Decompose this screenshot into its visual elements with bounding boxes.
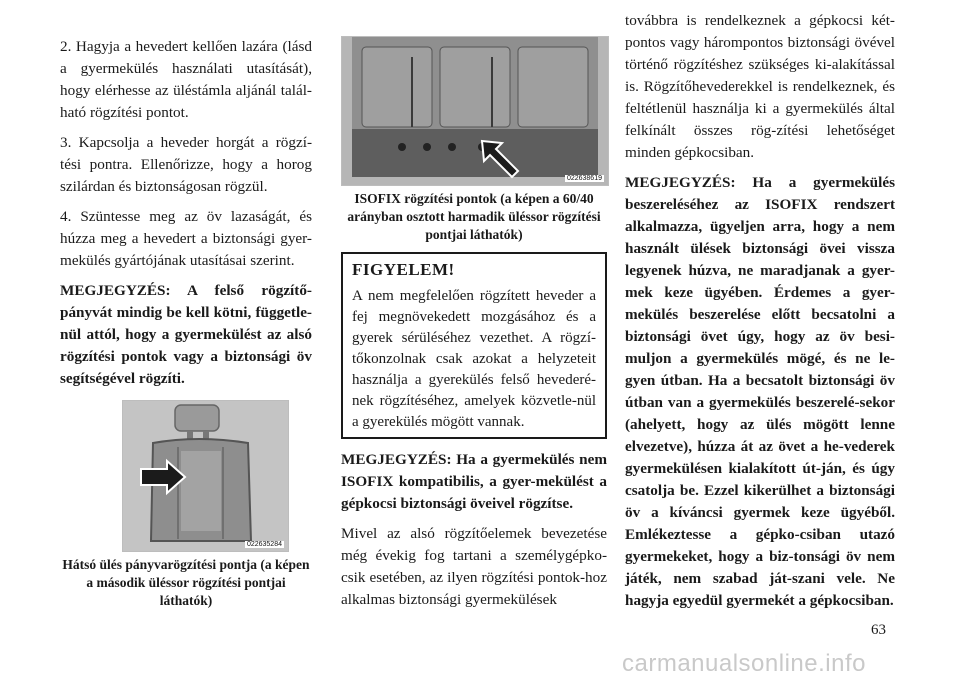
isofix-anchors-photo xyxy=(341,36,609,186)
seatbelt-note: MEGJEGYZÉS: Ha a gyermekülés beszereléséhez az ISOFIX rendszert alkalmazza, ügyeljen arra, hogy a nem használt ülések biztonsági övei vissza legyenek húzva, ne maradjanak a gyer-mek keze ügyében. Érdemes a gyer-mekülés beszerelése előtt becsatolni a biztonsági övet úgy, hogy az öv besi-muljon a gyermekülés mögé, és ne le-gyen útban. Ha a becsatolt biztonsági öv útban van a gyermekülés beszerelé-sekor (ahelyett, hogy az ülés mögött lenne elvezetve), húzza át az övet a he-vederek gyermekülésen kialakított út-ján, és úgy csatolja be. Ezzel kikerülhet a biztonsági öv a kíváncsi gyermek keze ügyéből. Emlékeztesse a gépko-csiban utazó gyermekeket, hogy a biz-tonsági öv nem játék, nem szabad ját-szani vele. Ne hagyja egyedül gyermekét a gépkocsiban. xyxy=(625,174,895,609)
step-2-paragraph: 2. Hagyja a hevedert kellően lazára (lásd a gyermekülés használati utasítását), hogy elérhesse az üléstámla aljánál talál-ható rögzítési pontot. xyxy=(60,38,312,121)
figure-code: 022635284 xyxy=(246,541,282,548)
right-column xyxy=(625,10,895,620)
continuation-paragraph: továbbra is rendelkeznek a gépkocsi két-pontos vagy hárompontos biztonsági övével történő rögzítéshez szükséges ki-alakítással is. Rögzítőhevederekkel is rendelkeznek, és feltétlenül használja ki a gyermekülés által felkínált összes rög-zítési lehetőséget minden gépkocsiban. xyxy=(625,12,895,161)
isofix-illustration xyxy=(342,37,608,185)
middle-column xyxy=(341,36,607,619)
tether-note: MEGJEGYZÉS: A felső rögzítő-pányvát mindig be kell kötni, függetle-nül attól, hogy a gyermekülést az alsó rögzítési pontok vagy a biztonsági öv segítségével rögzíti. xyxy=(60,282,312,387)
lower-anchor-paragraph: Mivel az alsó rögzítőelemek bevezetése még évekig fog tartani a személygépko-csik esetében, az ilyen rögzítési pontok-hoz alkalmas biztonsági gyermekülések xyxy=(341,525,607,608)
figure-code: 022638619 xyxy=(566,175,602,182)
step-4-paragraph: 4. Szüntesse meg az öv lazaságát, és húzza meg a hevedert a biztonsági gyer-mekülés gyártójának utasításai szerint. xyxy=(60,208,312,269)
page-number: 63 xyxy=(871,622,886,638)
warning-title: FIGYELEM! xyxy=(352,260,455,279)
rear-seat-tether-photo xyxy=(122,400,289,552)
figure-caption: ISOFIX rögzítési pontok (a képen a 60/40 arányban osztott harmadik üléssor rögzítési pontjai láthatók) xyxy=(347,191,601,242)
step-3-paragraph: 3. Kapcsolja a heveder horgát a rögzí-tési pontra. Ellenőrizze, hogy a horog szilárdan és biztonságosan rögzül. xyxy=(60,134,312,195)
watermark: carmanualsonline.info xyxy=(622,650,866,677)
figure-caption: Hátsó ülés pányvarögzítési pontja (a képen a második üléssor rögzítési pontjai láthatók) xyxy=(62,557,310,608)
warning-box xyxy=(341,252,607,439)
warning-text: A nem megfelelően rögzített heveder a fej megnövekedett mozgásához és a gyerek sérüléséhez vezethet. A rögzí-tőkonzolnak csak azokat a helyzeteit használja a gyerekülés felső hevederé-nek rögzítéséhez, amelyek közvetle-nül a gyerekülés mögött vannak. xyxy=(352,288,596,430)
seat-illustration xyxy=(123,401,288,551)
left-column xyxy=(60,36,312,618)
isofix-note: MEGJEGYZÉS: Ha a gyermekülés nem ISOFIX kompatibilis, a gyer-mekülést a gépkocsi biztonsági öveivel rögzítse. xyxy=(341,451,607,512)
